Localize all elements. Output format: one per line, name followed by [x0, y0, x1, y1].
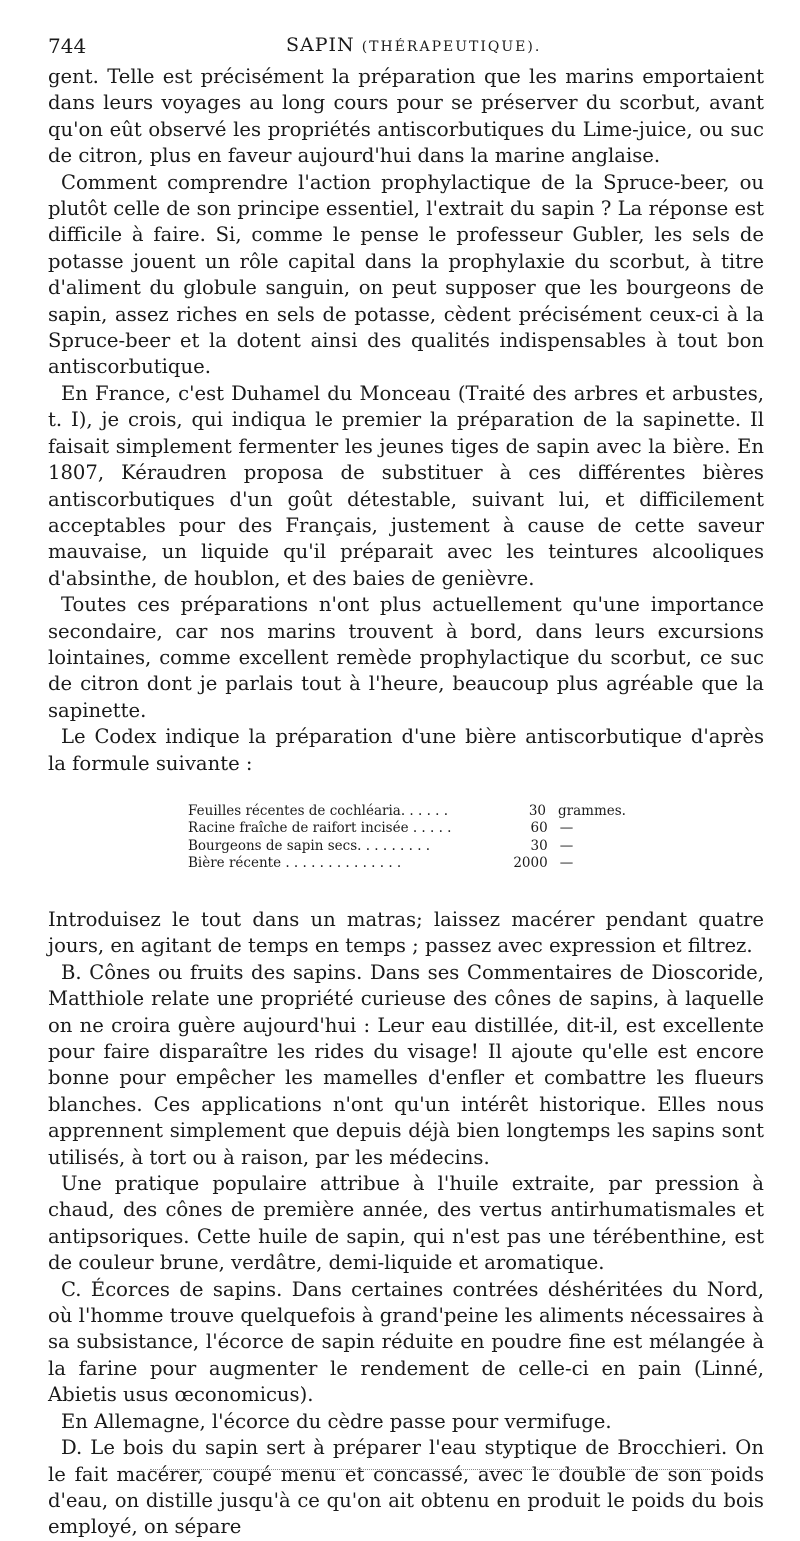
recipe-table: [188, 802, 626, 873]
recipe-row: [188, 855, 618, 873]
recipe-row: [188, 820, 618, 838]
paragraph: gent. Telle est précisément la préparation que les marins emportaient dans leurs voyages au long cours pour se préserver du scorbut, avant qu'on eût observé les propriétés antiscorbutiques du Lime-juice, ou suc de citron, plus en faveur aujourd'hui dans la marine anglaise.: [48, 65, 764, 168]
ingredient-name: Bière récente . . . . . . . . . . . . . .: [188, 855, 402, 872]
ingredient-unit: —: [559, 820, 574, 837]
paragraph: C. Écorces de sapins. Dans certaines contrées déshéritées du Nord, où l'homme trouve quelquefois à grand'peine les aliments nécessaires à sa subsistance, l'écorce de sapin réduite en poudre fine est mélangée à la farine pour augmenter le rendement de celle-ci en pain (Linné, Abietis usus œconomicus).: [48, 1277, 764, 1407]
paragraph: Une pratique populaire attribue à l'huile extraite, par pression à chaud, des cônes de première année, des vertus antirhumatismales et antipsoriques. Cette huile de sapin, qui n'est pas une térébenthine, est de couleur brune, verdâtre, demi-liquide et aromatique.: [48, 1172, 764, 1275]
ingredient-name: Racine fraîche de raifort incisée . . . . .: [188, 820, 452, 837]
paragraph: Introduisez le tout dans un matras; laissez macérer pendant quatre jours, en agitant de temps en temps ; passez avec expression et filtrez.: [48, 907, 764, 958]
paragraph: En France, c'est Duhamel du Monceau (Traité des arbres et arbustes, t. I), je crois, qui indiqua le premier la préparation de la sapinette. Il faisait simplement fermenter les jeunes tiges de sapin avec la bière. En 1807, Kéraudren proposa de substituer à ces différentes bières antiscorbutiques d'un goût détestable, suivant lui, et difficilement acceptables pour des Français, justement à cause de cette saveur mauvaise, un liquide qu'il préparait avec les teintures alcooliques d'absinthe, de houblon, et des baies de genièvre.: [48, 381, 764, 590]
ingredient-qty: 60: [530, 820, 548, 837]
running-title-main: SAPIN: [286, 34, 355, 56]
ingredient-unit: —: [559, 837, 574, 854]
ingredient-qty: 30: [530, 837, 548, 854]
paragraph: Comment comprendre l'action prophylactique de la Spruce-beer, ou plutôt celle de son principe essentiel, l'extrait du sapin ? La réponse est difficile à faire. Si, comme le pense le professeur Gubler, les sels de potasse jouent un rôle capital dans la prophylaxie du scorbut, à titre d'aliment du globule sanguin, on peut supposer que les bourgeons de sapin, assez riches en sels de potasse, cèdent précisément ceux-ci à la Spruce-beer et la dotent ainsi des qualités indispensables à tout bon antiscorbutique.: [48, 170, 764, 379]
recipe-row: [188, 838, 618, 856]
page-header: [48, 30, 764, 64]
paragraph: B. Cônes ou fruits des sapins. Dans ses Commentaires de Dioscoride, Matthiole relate une propriété curieuse des cônes de sapins, à laquelle on ne croira guère aujourd'hui : Leur eau distillée, dit-il, est excellente pour faire disparaître les rides du visage! Il ajoute qu'elle est encore bonne pour empêcher les mamelles d'enfler et combattre les flueurs blanches. Ces applications n'ont qu'un intérêt historique. Elles nous apprennent simplement que depuis déjà bien longtemps les sapins sont utilisés, à tort ou à raison, par les médecins.: [48, 960, 764, 1169]
paragraph: En Allemagne, l'écorce du cèdre passe pour vermifuge.: [61, 1409, 612, 1433]
ingredient-name: Feuilles récentes de cochléaria. . . . . .: [188, 802, 449, 819]
footer-rule: [150, 1469, 720, 1471]
paragraph: Toutes ces préparations n'ont plus actuellement qu'une importance secondaire, car nos marins trouvent à bord, dans leurs excursions lointaines, comme excellent remède prophylactique du scorbut, ce suc de citron dont je parlais tout à l'heure, beaucoup plus agréable que la sapinette.: [48, 593, 764, 722]
book-page: [48, 30, 764, 1541]
ingredient-unit: grammes.: [558, 802, 626, 819]
running-title-sub: (THÉRAPEUTIQUE).: [361, 39, 542, 55]
ingredient-qty: 30: [528, 802, 546, 819]
paragraph: D. Le bois du sapin sert à préparer l'eau styptique de Brocchieri. On le fait macérer, coupé menu et concassé, avec le double de son poids d'eau, on distille jusqu'à ce qu'on ait obtenu en produit le poids du bois employé, on sépare: [48, 1436, 764, 1539]
running-title: [286, 34, 541, 56]
page-number: 744: [48, 34, 87, 58]
paragraph: Le Codex indique la préparation d'une bière antiscorbutique d'après la formule suivante :: [48, 725, 764, 775]
ingredient-qty: 2000: [513, 855, 548, 872]
ingredient-name: Bourgeons de sapin secs. . . . . . . . .: [188, 837, 431, 854]
ingredient-unit: —: [559, 855, 574, 872]
recipe-row: [188, 802, 626, 821]
